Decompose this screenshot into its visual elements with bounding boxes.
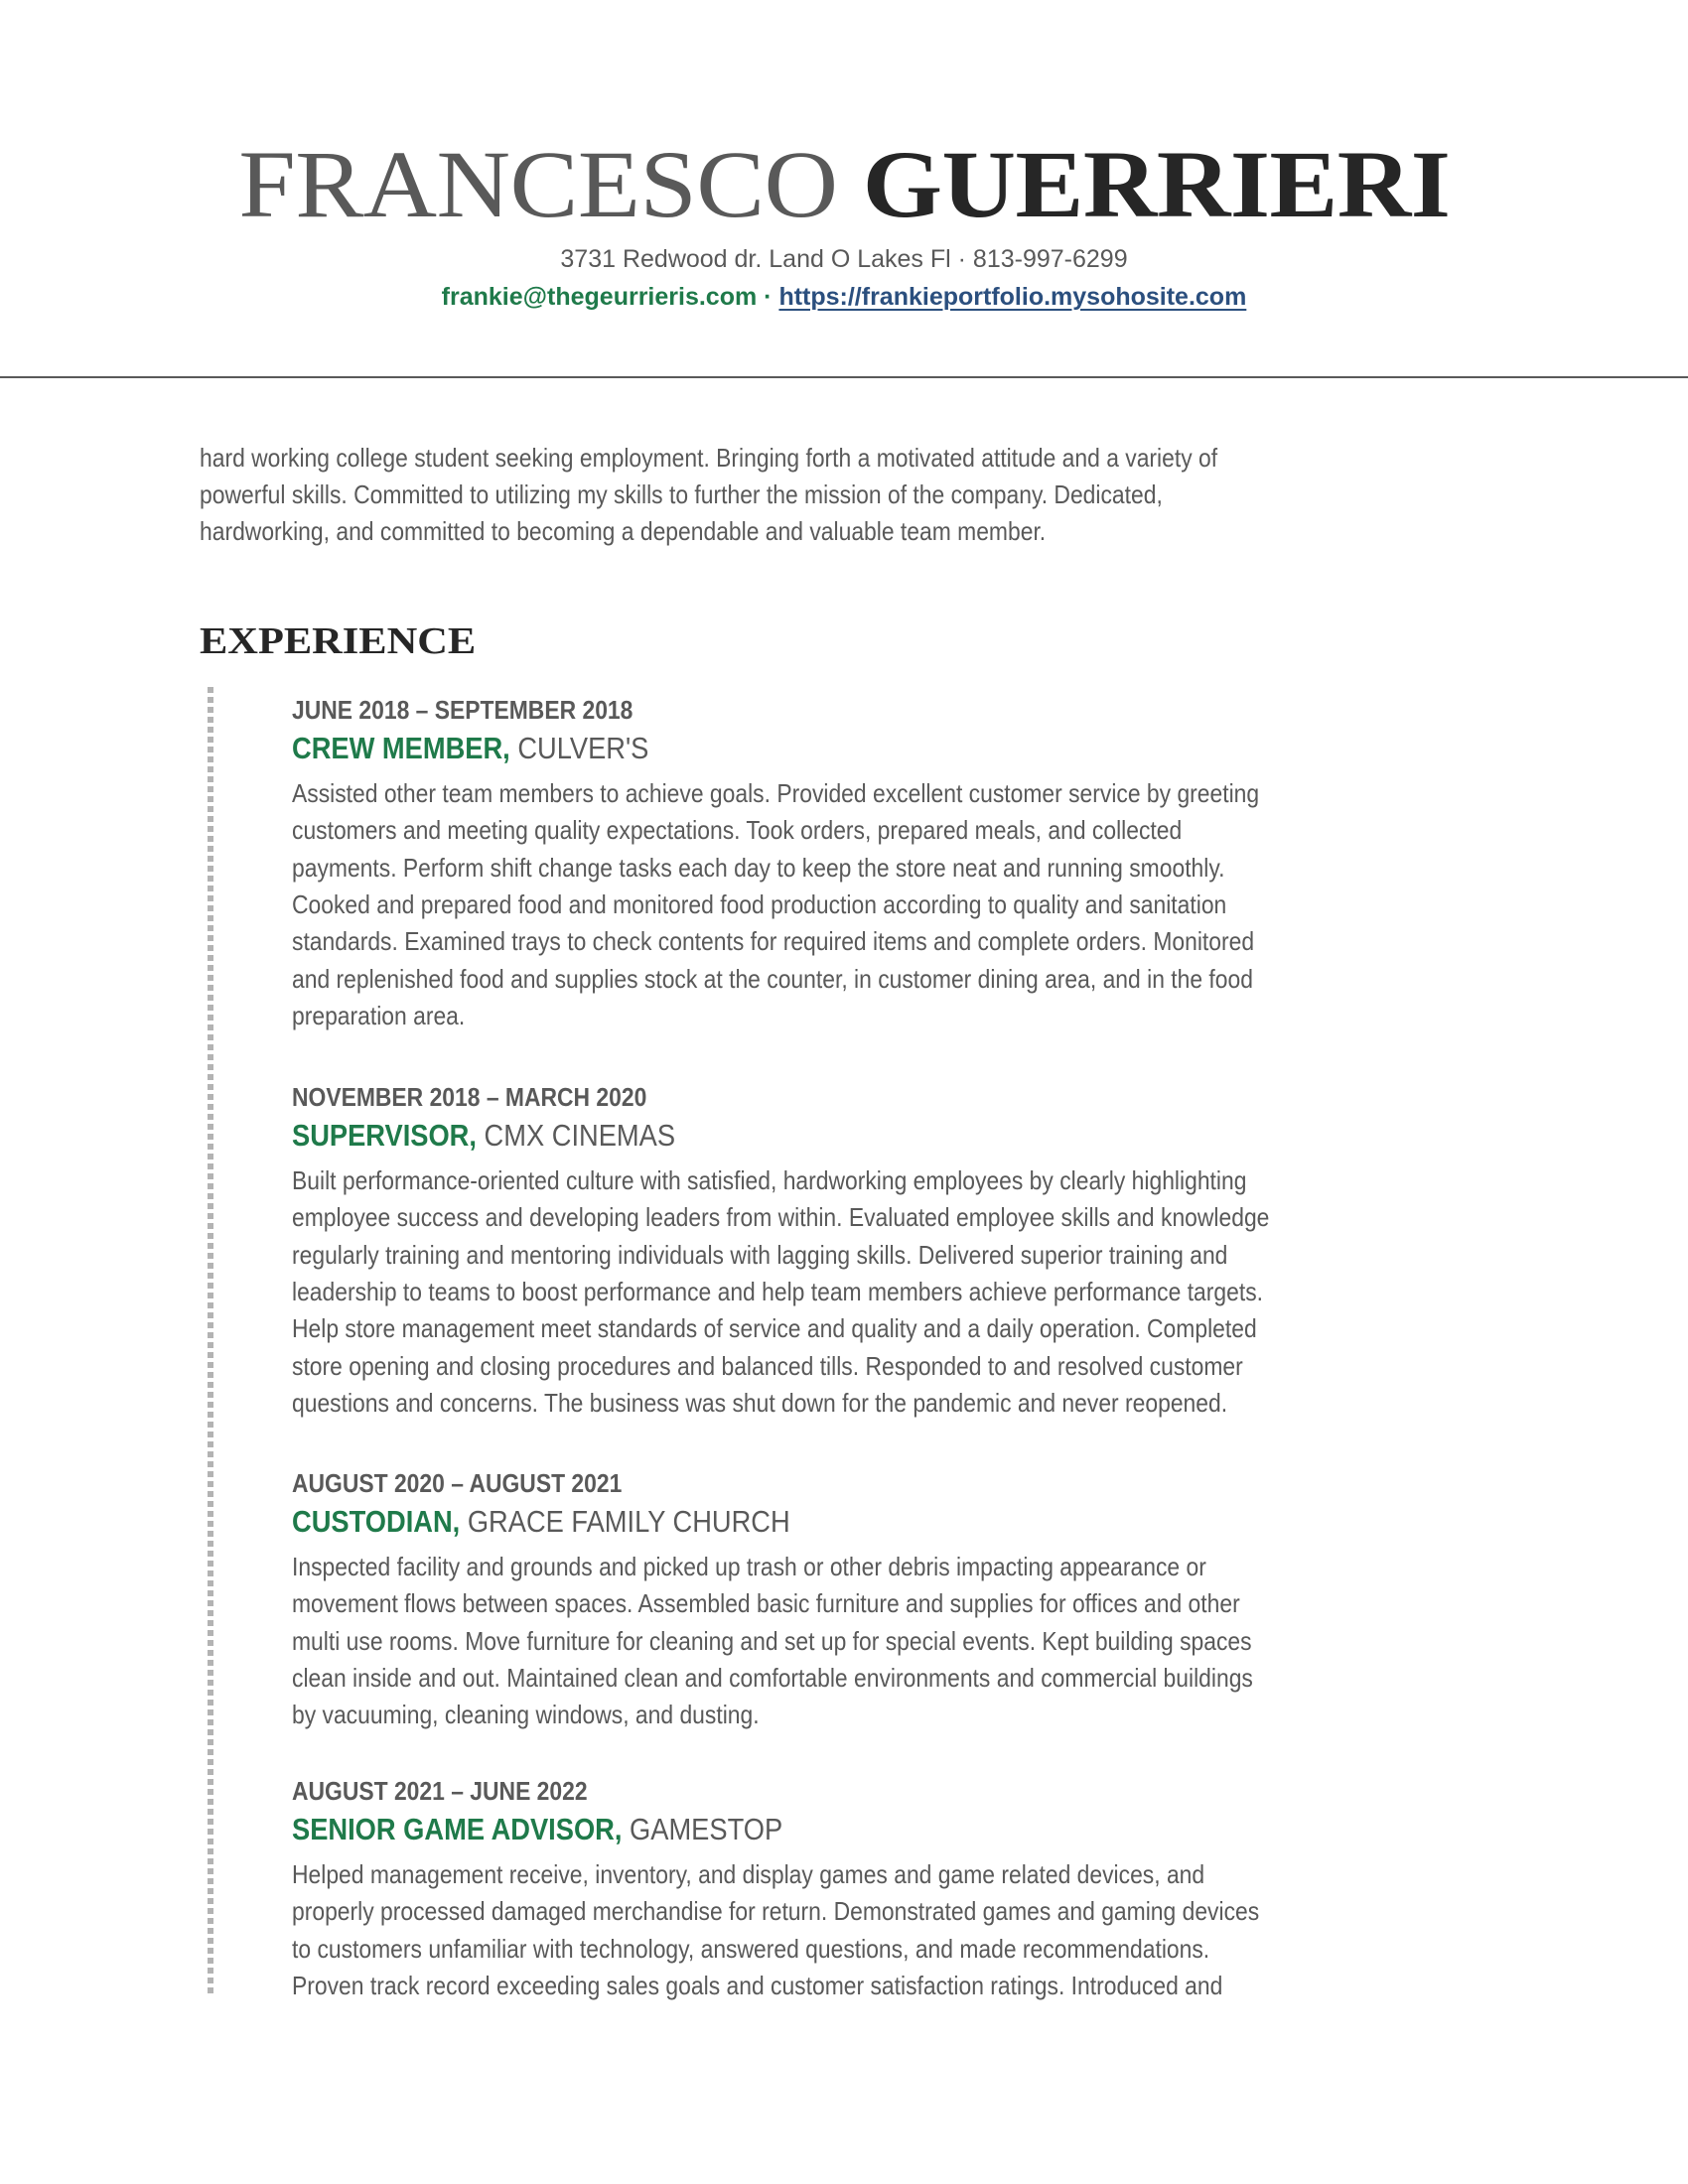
job-role: SUPERVISOR,	[292, 1118, 477, 1153]
job-description-line: multi use rooms. Move furniture for cleaning and set up for special events. Kept building spaces	[292, 1626, 1252, 1656]
job-description-line: Help store management meet standards of service and quality and a daily operation. Completed	[292, 1313, 1257, 1343]
job-title-line	[292, 1118, 675, 1154]
job-dates: AUGUST 2021 – JUNE 2022	[292, 1776, 588, 1806]
summary-line: hard working college student seeking employment. Bringing forth a motivated attitude and a variety of	[200, 443, 1218, 473]
first-name: FRANCESCO	[237, 131, 838, 237]
job-description-line: Built performance-oriented culture with satisfied, hardworking employees by clearly highlighting	[292, 1165, 1247, 1195]
job-description-line: Proven track record exceeding sales goals and customer satisfaction ratings. Introduced and	[292, 1971, 1223, 2000]
job-description-line: Helped management receive, inventory, and display games and game related devices, and	[292, 1859, 1205, 1889]
contact-line	[0, 281, 1688, 313]
last-name: GUERRIERI	[862, 131, 1450, 237]
job-description-line: and replenished food and supplies stock at the counter, in customer dining area, and in the food	[292, 964, 1253, 994]
job-description-line: clean inside and out. Maintained clean and comfortable environments and commercial buildings	[292, 1663, 1253, 1693]
job-company: GRACE FAMILY CHURCH	[460, 1504, 790, 1539]
job-description-line: movement flows between spaces. Assembled basic furniture and supplies for offices and other	[292, 1588, 1240, 1618]
summary-line: powerful skills. Committed to utilizing my skills to further the mission of the company. Dedicated,	[200, 479, 1163, 509]
job-description-line: properly processed damaged merchandise for return. Demonstrated games and gaming devices	[292, 1896, 1260, 1926]
candidate-name	[0, 131, 1688, 237]
experience-timeline-dotted-line	[208, 687, 213, 1997]
job-title-line	[292, 1504, 790, 1540]
job-dates: AUGUST 2020 – AUGUST 2021	[292, 1468, 623, 1498]
job-title-line	[292, 1812, 782, 1847]
job-description-line: questions and concerns. The business was shut down for the pandemic and never reopened.	[292, 1388, 1228, 1418]
job-company: GAMESTOP	[622, 1812, 783, 1846]
job-role: CUSTODIAN,	[292, 1504, 461, 1539]
job-description-line: Inspected facility and grounds and picked up trash or other debris impacting appearance or	[292, 1552, 1206, 1581]
job-description-line: payments. Perform shift change tasks each day to keep the store neat and running smoothly.	[292, 853, 1225, 883]
job-description-line: leadership to teams to boost performance and help team members achieve performance targets.	[292, 1277, 1264, 1306]
job-description-line: employee success and developing leaders from within. Evaluated employee skills and knowledge	[292, 1202, 1270, 1232]
job-description-line: to customers unfamiliar with technology, answered questions, and made recommendations.	[292, 1934, 1210, 1964]
email-link[interactable]: frankie@thegeurrieris.com	[441, 283, 758, 311]
job-title-line	[292, 731, 648, 766]
summary-line: hardworking, and committed to becoming a dependable and valuable team member.	[200, 516, 1047, 546]
job-description-line: Assisted other team members to achieve goals. Provided excellent customer service by greeting	[292, 778, 1260, 808]
job-description-line: Cooked and prepared food and monitored food production according to quality and sanitation	[292, 889, 1227, 919]
address-phone-line: 3731 Redwood dr. Land O Lakes Fl · 813-997-6299	[560, 245, 1128, 273]
job-description-line: store opening and closing procedures and balanced tills. Responded to and resolved customer	[292, 1351, 1243, 1381]
job-role: CREW MEMBER,	[292, 731, 510, 765]
job-description-line: customers and meeting quality expectations. Took orders, prepared meals, and collected	[292, 815, 1183, 845]
job-role: SENIOR GAME ADVISOR,	[292, 1812, 623, 1846]
job-dates: JUNE 2018 – SEPTEMBER 2018	[292, 695, 633, 725]
job-description-line: by vacuuming, cleaning windows, and dusting.	[292, 1700, 760, 1729]
job-company: CMX CINEMAS	[476, 1118, 676, 1153]
job-description-line: preparation area.	[292, 1001, 466, 1030]
header-divider	[0, 376, 1688, 378]
website-link[interactable]: https://frankieportfolio.mysohosite.com	[778, 283, 1247, 311]
contact-separator: ·	[757, 283, 779, 311]
job-company: CULVER'S	[509, 731, 649, 765]
job-description-line: regularly training and mentoring individuals with lagging skills. Delivered superior training and	[292, 1240, 1228, 1270]
experience-heading: EXPERIENCE	[200, 620, 477, 662]
job-description-line: standards. Examined trays to check contents for required items and complete orders. Monitored	[292, 926, 1255, 956]
job-dates: NOVEMBER 2018 – MARCH 2020	[292, 1082, 647, 1112]
